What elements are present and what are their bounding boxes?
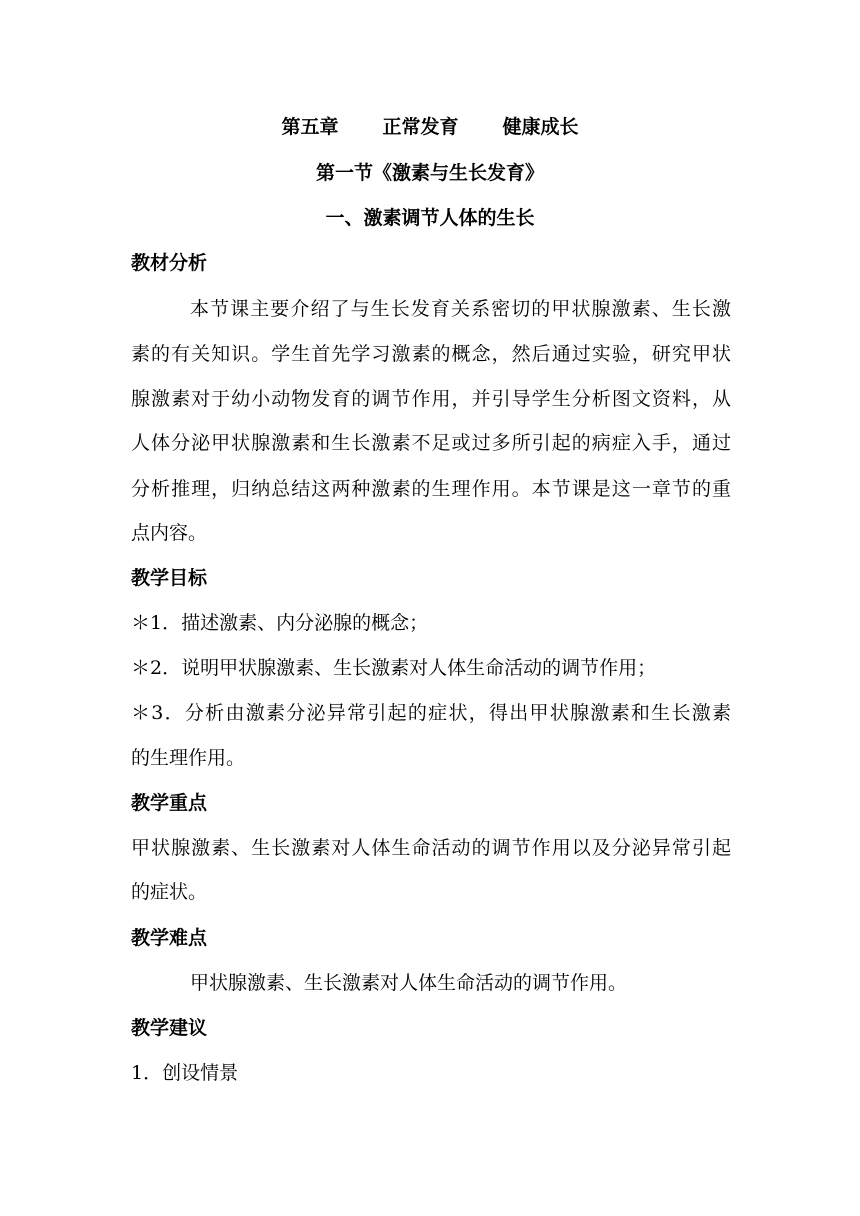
analysis-line: 分析推理，归纳总结这两种激素的生理作用。本节课是这一章节的重 bbox=[131, 478, 731, 500]
key-points-line: 的症状。 bbox=[131, 881, 208, 903]
difficulties-heading: 教学难点 bbox=[131, 927, 208, 949]
analysis-line: 本节课主要介绍了与生长发育关系密切的甲状腺激素、生长激 bbox=[190, 298, 731, 320]
chapter-number: 第五章 bbox=[281, 116, 339, 138]
section-title: 第一节《激素与生长发育》 bbox=[315, 162, 544, 184]
objective-item: 的生理作用。 bbox=[131, 747, 246, 769]
suggestions-line: 1．创设情景 bbox=[131, 1062, 239, 1084]
objective-item: ＊3．分析由激素分泌异常引起的症状，得出甲状腺激素和生长激素 bbox=[131, 702, 731, 724]
key-points-heading: 教学重点 bbox=[131, 792, 208, 814]
objective-item: ＊2．说明甲状腺激素、生长激素对人体生命活动的调节作用； bbox=[131, 657, 657, 679]
analysis-line: 点内容。 bbox=[131, 522, 208, 544]
analysis-heading: 教材分析 bbox=[131, 252, 208, 274]
chapter-title-part1: 正常发育 bbox=[382, 116, 459, 138]
subsection-title: 一、激素调节人体的生长 bbox=[325, 207, 535, 229]
objectives-heading: 教学目标 bbox=[131, 567, 208, 589]
chapter-title-part2: 健康成长 bbox=[502, 116, 579, 138]
key-points-line: 甲状腺激素、生长激素对人体生命活动的调节作用以及分泌异常引起 bbox=[131, 837, 731, 859]
analysis-line: 素的有关知识。学生首先学习激素的概念，然后通过实验，研究甲状 bbox=[131, 343, 731, 365]
analysis-line: 腺激素对于幼小动物发育的调节作用，并引导学生分析图文资料，从 bbox=[131, 388, 731, 410]
difficulties-line: 甲状腺激素、生长激素对人体生命活动的调节作用。 bbox=[190, 972, 628, 994]
analysis-line: 人体分泌甲状腺激素和生长激素不足或过多所引起的病症入手，通过 bbox=[131, 432, 731, 454]
objective-item: ＊1．描述激素、内分泌腺的概念； bbox=[131, 612, 429, 634]
suggestions-heading: 教学建议 bbox=[131, 1017, 208, 1039]
chapter-title bbox=[0, 115, 860, 139]
